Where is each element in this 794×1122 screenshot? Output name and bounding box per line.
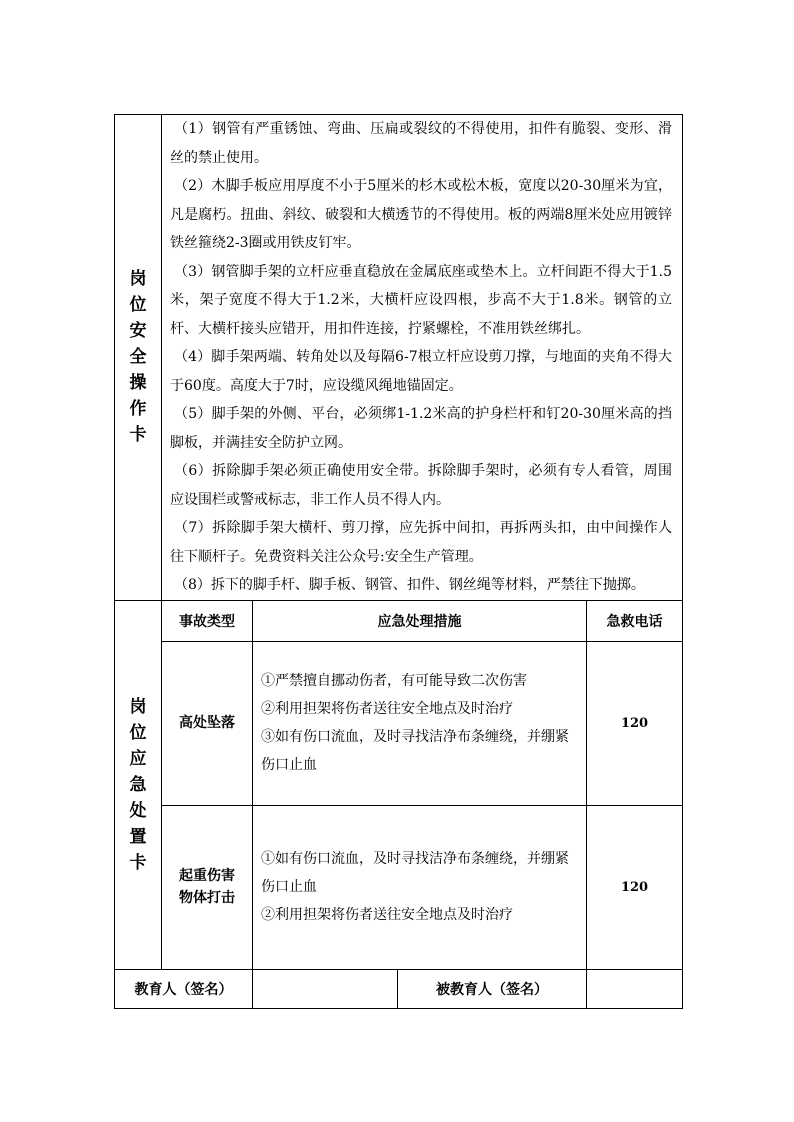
educatee-signature-field[interactable] [587, 969, 683, 1008]
measure-item: ②利用担架将伤者送往安全地点及时治疗 [261, 907, 513, 923]
educator-signature-field[interactable] [253, 969, 398, 1008]
safety-rule-3: （3）钢管脚手架的立杆应垂直稳放在金属底座或垫木上。立杆间距不得大于1.5米，架子宽度不得大于1.2米，大横杆应设四根，步高不大于1.8米。钢管的立杆、大横杆接头应错开，用扣件连接，拧紧螺栓，不准用铁丝绑扎。 [170, 263, 673, 337]
safety-rules [162, 115, 683, 601]
emergency-row-lifting [115, 805, 683, 969]
safety-rule-1: （1）钢管有严重锈蚀、弯曲、压扁或裂纹的不得使用，扣件有脆裂、变形、滑丝的禁止使用。 [170, 121, 673, 166]
safety-rule-7: （7）拆除脚手架大横杆、剪刀撑，应先拆中间扣，再拆两头扣，由中间操作人往下顺杆子。免费资料关注公众号:安全生产管理。 [170, 520, 673, 565]
emergency-card-title: 岗 位 应 急 处 置 卡 [115, 600, 162, 969]
educatee-label: 被教育人（签名） [398, 969, 587, 1008]
measures-fall [253, 641, 587, 805]
header-accident-type: 事故类型 [162, 600, 253, 641]
accident-type-lifting: 起重伤害 物体打击 [162, 805, 253, 969]
emergency-row-fall [115, 641, 683, 805]
card-table [114, 114, 683, 1009]
educator-label: 教育人（签名） [115, 969, 253, 1008]
header-phone: 急救电话 [587, 600, 683, 641]
safety-card-title: 岗 位 安 全 操 作 卡 [115, 115, 162, 601]
safety-card-sheet [114, 114, 682, 1009]
safety-rule-5: （5）脚手架的外侧、平台，必须绑1-1.2米高的护身栏杆和钉20-30厘米高的挡脚板，并满挂安全防护立网。 [170, 406, 673, 451]
phone-fall: 120 [587, 641, 683, 805]
measure-item: ③如有伤口流血，及时寻找洁净布条缠绕，并绷紧伤口止血 [261, 729, 569, 773]
safety-rule-6: （6）拆除脚手架必须正确使用安全带。拆除脚手架时，必须有专人看管，周围应设围栏或警戒标志，非工作人员不得人内。 [170, 463, 673, 508]
safety-rule-2: （2）木脚手板应用厚度不小于5厘米的杉木或松木板，宽度以20-30厘米为宜，凡是腐朽。扭曲、斜纹、破裂和大横透节的不得使用。板的两端8厘米处应用镀锌铁丝箍绕2-3圈或用铁皮钉牢。 [170, 178, 673, 251]
emergency-header-row [115, 600, 683, 641]
safety-rule-8: （8）拆下的脚手杆、脚手板、钢管、扣件、钢丝绳等材料，严禁往下抛掷。 [174, 577, 645, 593]
signature-row [115, 969, 683, 1008]
safety-section-row [115, 115, 683, 601]
measure-item: ②利用担架将伤者送往安全地点及时治疗 [261, 701, 513, 717]
measure-item: ①如有伤口流血，及时寻找洁净布条缠绕，并绷紧伤口止血 [261, 851, 569, 895]
accident-type-fall: 高处坠落 [162, 641, 253, 805]
phone-lifting: 120 [587, 805, 683, 969]
measure-item: ①严禁擅自挪动伤者，有可能导致二次伤害 [261, 673, 527, 689]
header-measures: 应急处理措施 [253, 600, 587, 641]
measures-lifting [253, 805, 587, 969]
safety-rule-4: （4）脚手架两端、转角处以及每隔6-7根立杆应设剪刀撑，与地面的夹角不得大于60度。高度大于7时，应设缆风绳地锚固定。 [170, 349, 673, 394]
